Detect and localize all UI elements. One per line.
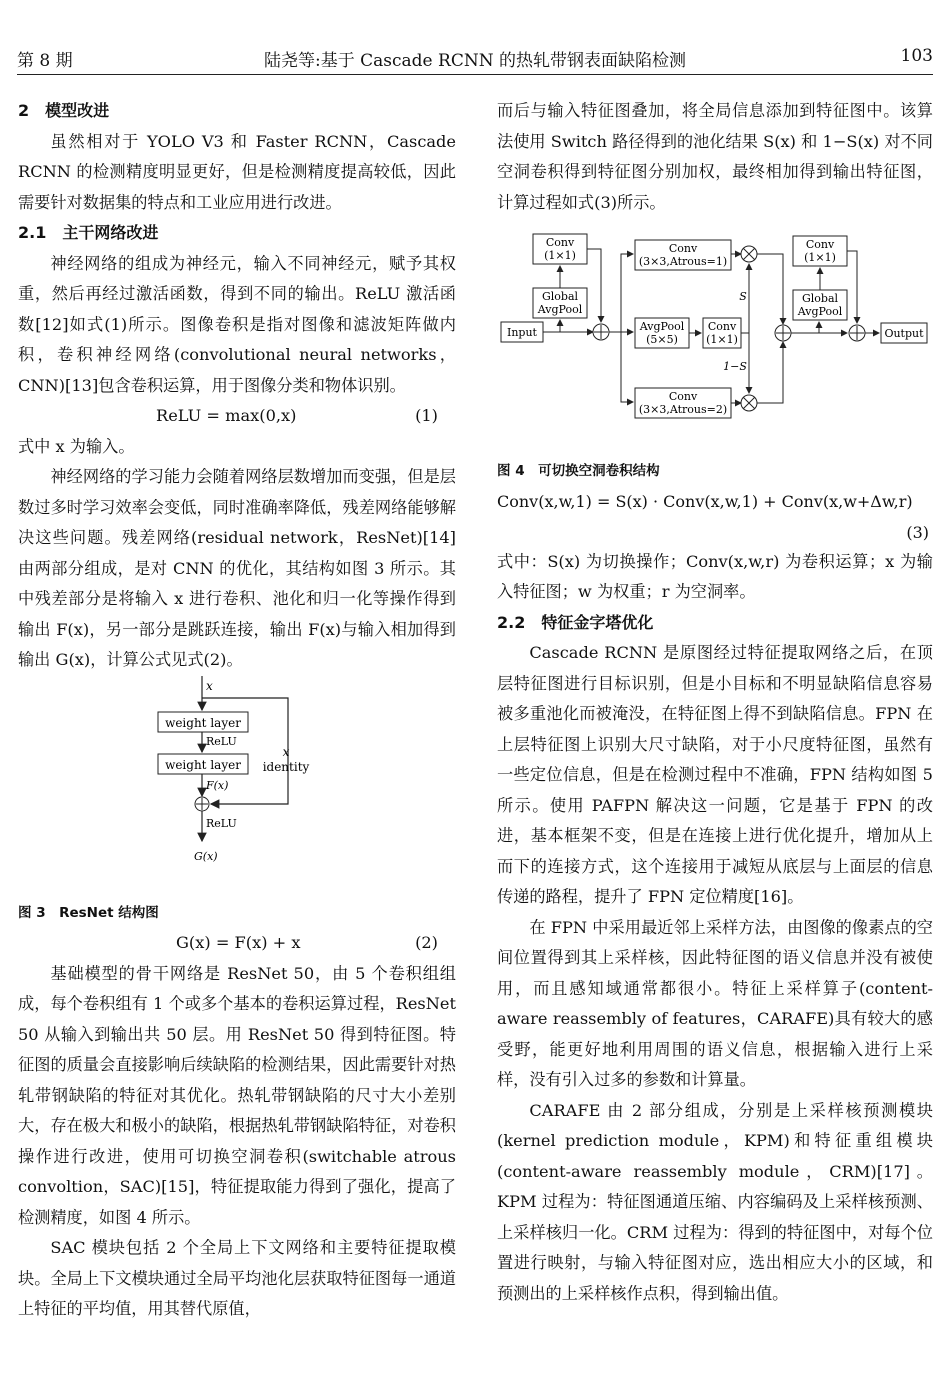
figure-3-resnet <box>18 676 456 898</box>
paragraph: SAC 模块包括 2 个全局上下文网络和主要特征提取模块。全局上下文模块通过全局平均池化层获取特征图每一通道上特征的平均值，用其替代原值， <box>18 1238 456 1318</box>
issue-number: 第 8 期 <box>17 51 73 71</box>
gx-label: G(x) <box>194 849 218 863</box>
section-heading: 2 模型改进 <box>18 101 110 120</box>
figure-3-caption: 图 3 ResNet 结构图 <box>18 904 159 921</box>
svg-text:Global: Global <box>541 290 579 303</box>
equation-number: (2) <box>415 933 438 952</box>
paragraph: CARAFE 由 2 部分组成，分别是上采样核预测模块(kernel prediction module，KPM)和特征重组模块(content-aware reassembly module，CRM)[17]。KPM 过程为：特征图通道压缩、内容编码及上采样核预测、上采样核归一化。CRM 过程为：得到的特征图中，对每个位置进行映射，与输入特征图对应，选出相应大小的区域，和预测出的上采样核作点积，得到输出值。 <box>497 1100 933 1303</box>
sac-diagram <box>497 218 933 456</box>
paragraph: 而后与输入特征图叠加，将全局信息添加到特征图中。该算法使用 Switch 路径得到的池化结果 S(x) 和 1−S(x) 对不同空洞卷积得到特征图分别加权，最终相加得到输出特征图，计算过程如式(3)所示。 <box>497 101 933 212</box>
svg-text:(1×1): (1×1) <box>804 251 836 264</box>
svg-text:AvgPool: AvgPool <box>537 303 583 316</box>
figure-4-sac <box>497 218 933 456</box>
equation-3 <box>497 487 933 547</box>
relu-label-1: ReLU <box>206 734 237 748</box>
running-title: 陆尧等:基于 Cascade RCNN 的热轧带钢表面缺陷检测 <box>264 51 686 71</box>
paragraph: 在 FPN 中采用最近邻上采样方法，由图像的像素点的空间位置得到其上采样核，因此特征图的语义信息并没有被使用，而且感知域通常都很小。特征上采样算子(content-aware reassembly of features，CARAFE)具有较大的感受野，能更好地利用周围的语义信息，根据输入进行上采样，没有引入过多的参数和计算量。 <box>497 917 933 1089</box>
page-header <box>17 40 933 75</box>
subsection-heading: 2.1 主干网络改进 <box>18 223 159 242</box>
weight-layer-1-label: weight layer <box>165 715 241 730</box>
identity-x-label: x <box>282 744 290 759</box>
equation-number: (3) <box>906 522 929 542</box>
page-number: 103 <box>900 46 933 66</box>
svg-text:(3×3,Atrous=1): (3×3,Atrous=1) <box>638 255 728 268</box>
equation-1 <box>18 401 456 432</box>
label-x: x <box>206 678 213 693</box>
svg-text:AvgPool: AvgPool <box>797 305 843 318</box>
svg-text:Input: Input <box>507 326 537 339</box>
svg-text:AvgPool: AvgPool <box>639 320 685 333</box>
paragraph: Cascade RCNN 是原图经过特征提取网络之后，在顶层特征图进行目标识别，但是小目标和不明显缺陷信息容易被多重池化而被淹没，在特征图上得不到缺陷信息。FPN 在上层特征图上识别大尺寸缺陷，对于小尺度特征图，虽然有一些定位信息，但是在检测过程中不准确，FPN 结构如图 5 所示。使用 PAFPN 解决这一问题，它是基于 FPN 的改进，基本框架不变，但是在连接上进行优化提升，增加从上而下的连接方式，这个连接用于减短从底层与上面层的信息传递的路程，提升了 FPN 定位精度[16]。 <box>497 643 933 906</box>
paragraph: 神经网络的组成为神经元，输入不同神经元，赋予其权重，然后再经过激活函数，得到不同的输出。ReLU 激活函数[12]如式(1)所示。图像卷积是指对图像和滤波矩阵做内积，卷积神经网络(convolutional neural networks，CNN)[13]包含卷积运算，用于图像分类和物体识别。 <box>18 253 456 395</box>
paragraph: 神经网络的学习能力会随着网络层数增加而变强，但是层数过多时学习效率会变低，同时准确率降低，残差网络能够解决这些问题。残差网络(residual network，ResNet)[14]由两部分组成，是对 CNN 的优化，其结构如图 3 所示。其中残差部分是将输入 x 进行卷积、池化和归一化等操作得到输出 F(x)，另一部分是跳跃连接，输出 F(x)与输入相加得到输出 G(x)，计算公式见式(2)。 <box>18 467 456 669</box>
svg-text:(3×3,Atrous=2): (3×3,Atrous=2) <box>638 403 728 416</box>
right-column <box>497 96 933 1309</box>
equation-2 <box>18 928 456 959</box>
svg-text:Output: Output <box>884 327 924 340</box>
paragraph: 虽然相对于 YOLO V3 和 Faster RCNN，Cascade RCNN 的检测精度明显更好，但是检测精度提高较低，因此需要针对数据集的特点和工业应用进行改进。 <box>18 131 456 212</box>
subsection-heading: 2.2 特征金字塔优化 <box>497 612 654 632</box>
equation-note: 式中：S(x) 为切换操作；Conv(x,w,r) 为卷积运算；x 为输入特征图；w 为权重；r 为空洞率。 <box>497 551 933 601</box>
left-column <box>18 96 456 1325</box>
equation-body: G(x) = F(x) + x <box>176 933 301 952</box>
svg-text:Conv: Conv <box>668 390 698 403</box>
fx-label: F(x) <box>206 778 229 792</box>
svg-text:Conv: Conv <box>668 242 698 255</box>
relu-label-2: ReLU <box>206 816 237 830</box>
figure-4-caption: 图 4 可切换空洞卷积结构 <box>497 463 660 479</box>
s-label: S <box>739 290 747 303</box>
svg-text:Conv: Conv <box>545 236 575 249</box>
resnet-diagram <box>18 676 456 898</box>
equation-note: 式中 x 为输入。 <box>18 436 135 456</box>
equation-number: (1) <box>415 406 438 425</box>
svg-text:Conv: Conv <box>805 238 835 251</box>
weight-layer-2-label: weight layer <box>165 757 241 772</box>
identity-label: identity <box>262 759 310 774</box>
equation-body: ReLU = max(0,x) <box>156 406 297 425</box>
svg-text:(1×1): (1×1) <box>544 249 576 262</box>
paragraph: 基础模型的骨干网络是 ResNet 50，由 5 个卷积组组成，每个卷积组有 1 个或多个基本的卷积运算过程，ResNet 50 从输入到输出共 50 层。用 ResNet 50 得到特征图。特征图的质量会直接影响后续缺陷的检测结果，因此需要针对热轧带钢缺陷的特征对其优化。热轧带钢缺陷的尺寸大小差别大，存在极大和极小的缺陷，根据热轧带钢缺陷特征，对卷积操作进行改进，使用可切换空洞卷积(switchable atrous convoltion，SAC)[15]，特征提取能力得到了强化，提高了检测精度，如图 4 所示。 <box>18 963 456 1227</box>
svg-text:(1×1): (1×1) <box>706 333 738 346</box>
equation-body: Conv(x,w,1) = S(x) · Conv(x,w,1) + Conv(x,w+Δw,r) <box>497 491 913 511</box>
svg-text:Global: Global <box>801 292 839 305</box>
svg-text:Conv: Conv <box>707 320 737 333</box>
svg-text:(5×5): (5×5) <box>646 333 678 346</box>
one-minus-s-label: 1−S <box>723 360 747 373</box>
